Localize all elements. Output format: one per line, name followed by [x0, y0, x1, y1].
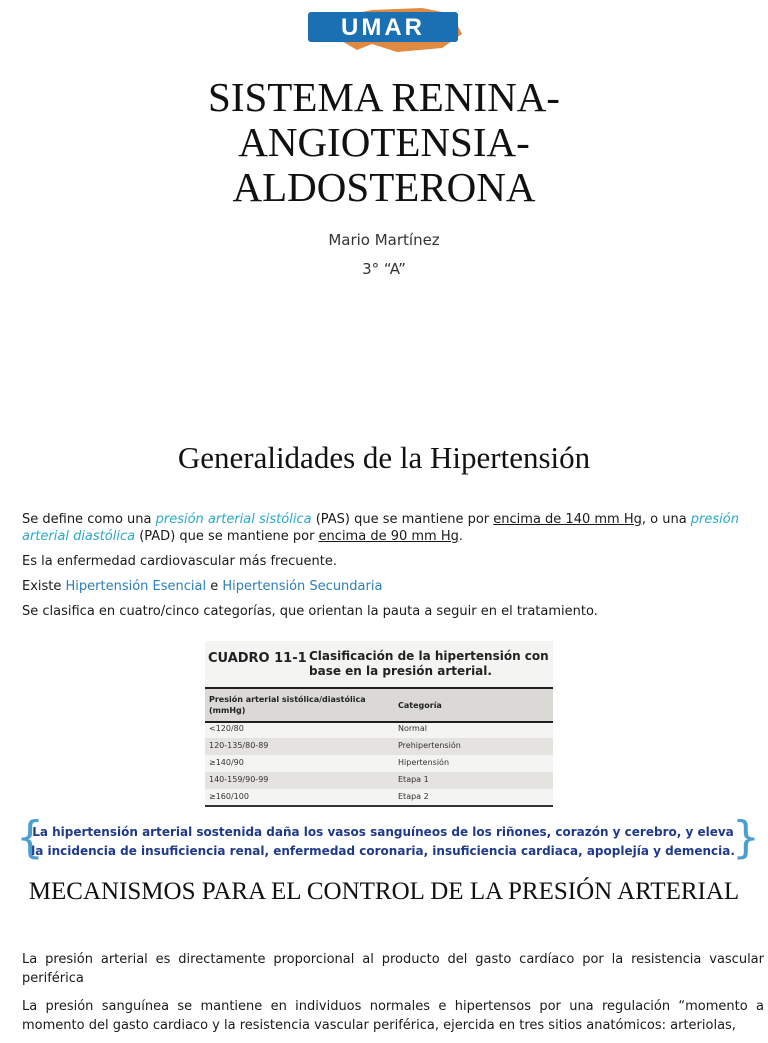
table-bottom-rule [205, 805, 553, 807]
section-heading-generalidades: Generalidades de la Hipertensión [177, 440, 591, 475]
bullet-list-mecanismos [4, 950, 764, 1043]
column-header-pressure: Presión arterial sistólica/diastólica (mmHg) [209, 695, 366, 715]
title-line-2: ANGIOTENSIA- [238, 119, 530, 165]
bullet-proportional [4, 950, 764, 988]
cell-range: ≥140/90 [209, 758, 244, 767]
title-line-1: SISTEMA RENINA- [208, 74, 560, 120]
title-line-3: ALDOSTERONA [232, 164, 536, 210]
text: Es la enfermedad cardiovascular más frecuente. [22, 554, 337, 569]
cell-category: Normal [398, 724, 427, 733]
cell-range: 140-159/90-99 [209, 775, 269, 784]
bullet-list-generalidades [4, 511, 760, 628]
cell-category: Hipertensión [398, 758, 450, 767]
pad-threshold: encima de 90 mm Hg [318, 529, 459, 544]
hypertension-note: La hipertensión arterial sostenida daña los vasos sanguíneos de los riñones, corazón y cerebro, y eleva la incidencia de insuficiencia renal, enfermedad coronaria, insuficiencia cardiaca, apoplejía y demencia. [31, 825, 735, 858]
cell-range: ≥160/100 [209, 792, 249, 801]
pad-term: presión arterial diastólica [22, 512, 739, 544]
bullet-definition [4, 511, 760, 545]
section-heading-mecanismos: MECANISMOS PARA EL CONTROL DE LA PRESIÓN ARTERIAL [28, 878, 740, 905]
column-header-category: Categoría [398, 701, 442, 710]
bullet-classification [4, 603, 760, 620]
text: La presión arterial es directamente proporcional al producto del gasto cardíaco por la resistencia vascular periférica [22, 952, 764, 986]
table-row [205, 789, 553, 806]
classification-table [205, 641, 553, 807]
table-row [205, 772, 553, 789]
cell-range: 120-135/80-89 [209, 741, 269, 750]
bullet-regulation [4, 997, 764, 1035]
author-name: Mario Martínez [328, 231, 440, 249]
umar-logo [302, 4, 470, 54]
table-header [205, 687, 553, 723]
left-brace-icon: { [16, 812, 44, 863]
table-row [205, 738, 553, 755]
text: Se define como una [22, 512, 156, 527]
text: Se clasifica en cuatro/cinco categorías, que orientan la pauta a seguir en el tratamiento. [22, 604, 598, 619]
pas-threshold: encima de 140 mm Hg [493, 512, 642, 527]
page-title [0, 75, 768, 210]
text: , o una [641, 512, 691, 527]
text: . [458, 529, 464, 544]
bullet-frequency [4, 553, 760, 570]
cell-category: Prehipertensión [398, 741, 461, 750]
table-number: CUADRO 11-1 [208, 651, 307, 666]
table-title: Clasificación de la hipertensión con base en la presión arterial. [309, 649, 549, 678]
table-row [205, 755, 553, 772]
text: Existe [22, 579, 66, 594]
text: (PAS) que se mantiene por [311, 512, 494, 527]
link-hipertension-secundaria[interactable]: Hipertensión Secundaria [222, 579, 383, 594]
link-hipertension-esencial[interactable]: Hipertensión Esencial [65, 579, 207, 594]
text: La presión sanguínea se mantiene en individuos normales e hipertensos por una regulación “momento a momento del gasto cardiaco y la resistencia vascular periférica, ejercida en tres sitios anatómicos: arteriolas, [22, 999, 764, 1033]
group-label: 3° “A” [362, 260, 406, 278]
bullet-types [4, 578, 760, 595]
right-brace-icon: } [732, 812, 760, 863]
pas-term: presión arterial sistólica [155, 512, 312, 527]
table-row [205, 721, 553, 738]
cell-category: Etapa 2 [398, 792, 429, 801]
text: (PAD) que se mantiene por [135, 529, 319, 544]
logo-text: UMAR [341, 14, 425, 41]
cell-range: <120/80 [209, 724, 244, 733]
cell-category: Etapa 1 [398, 775, 429, 784]
text: e [206, 579, 223, 594]
